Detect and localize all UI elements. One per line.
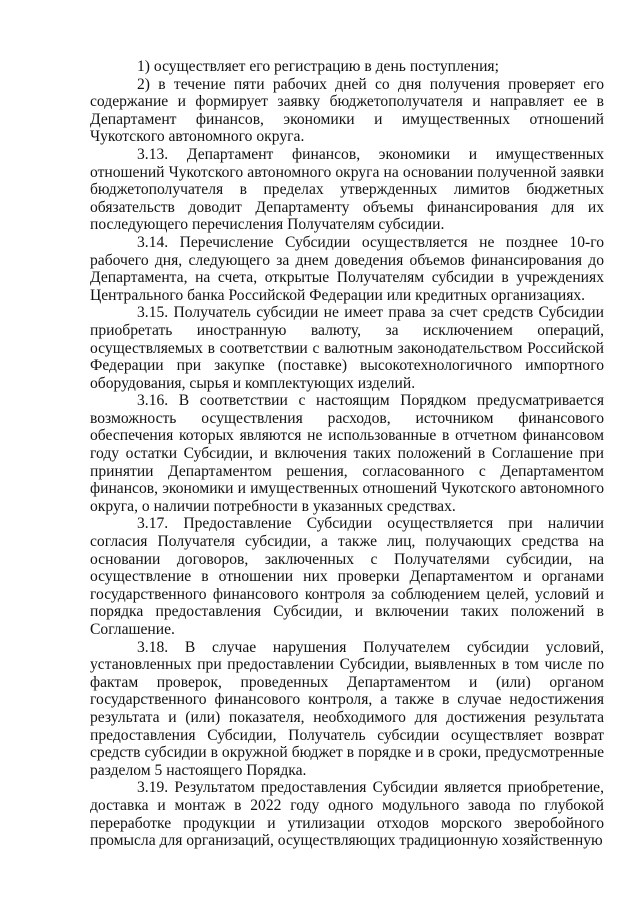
paragraph-3-14: 3.14. Перечисление Субсидии осуществляется не позднее 10-го рабочего дня, следующего за днем доведения объемов финансирования до Департамента, на счета, открытые Получателям субсидии в учреждениях Центрального банка Российской Федерации или кредитных организациях. [90,233,604,304]
paragraph-3-15: 3.15. Получатель субсидии не имеет права за счет средств Субсидии приобретать иностранную валюту, за исключением операций, осуществляемых в соответствии с валютным законодательством Российской Федерации при закупке (поставке) высокотехнологичного импортного оборудования, сырья и комплектующих изделий. [90,304,604,392]
paragraph-3-18: 3.18. В случае нарушения Получателем субсидии условий, установленных при предоставлении Субсидии, выявленных в том числе по фактам проверок, проведенных Департаментом и (или) органом государственного финансового контроля, а также в случае недостижения результата и (или) показателя, необходимого для достижения результата предоставления Субсидии, Получатель субсидии осуществляет возврат средств субсидии в окружной бюджет в порядке и в сроки, предусмотренные разделом 5 настоящего Порядка. [90,638,604,779]
document-body [90,58,604,850]
paragraph-3-16: 3.16. В соответствии с настоящим Порядком предусматривается возможность осуществления расходов, источником финансового обеспечения которых являются не использованные в отчетном финансовом году остатки Субсидии, и включения таких положений в Соглашение при принятии Департаментом решения, согласованного с Департаментом финансов, экономики и имущественных отношений Чукотского автономного округа, о наличии потребности в указанных средствах. [90,392,604,515]
paragraph-3-13: 3.13. Департамент финансов, экономики и имущественных отношений Чукотского автономного округа на основании полученной заявки бюджетополучателя в пределах утвержденных лимитов бюджетных обязательств доводит Департаменту объемы финансирования для их последующего перечисления Получателям субсидии. [90,145,604,234]
paragraph-3-19: 3.19. Результатом предоставления Субсидии является приобретение, доставка и монтаж в 2022 году одного модульного завода по глубокой переработке продукции и утилизации отходов морского зверобойного промысла для организаций, осуществляющих традиционную хозяйственную [90,779,604,850]
paragraph-item-1: 1) осуществляет его регистрацию в день поступления; [137,58,499,75]
paragraph-item-2: 2) в течение пяти рабочих дней со дня получения проверяет его содержание и формирует заявку бюджетополучателя и направляет ее в Департамент финансов, экономики и имущественных отношений Чукотского автономного округа. [90,75,604,146]
paragraph-3-17: 3.17. Предоставление Субсидии осуществляется при наличии согласия Получателя субсидии, а также лиц, получающих средства на основании договоров, заключенных с Получателями субсидии, на осуществление в отношении них проверки Департаментом и органами государственного финансового контроля за соблюдением целей, условий и порядка предоставления Субсидии, и включении таких положений в Соглашение. [90,515,604,638]
